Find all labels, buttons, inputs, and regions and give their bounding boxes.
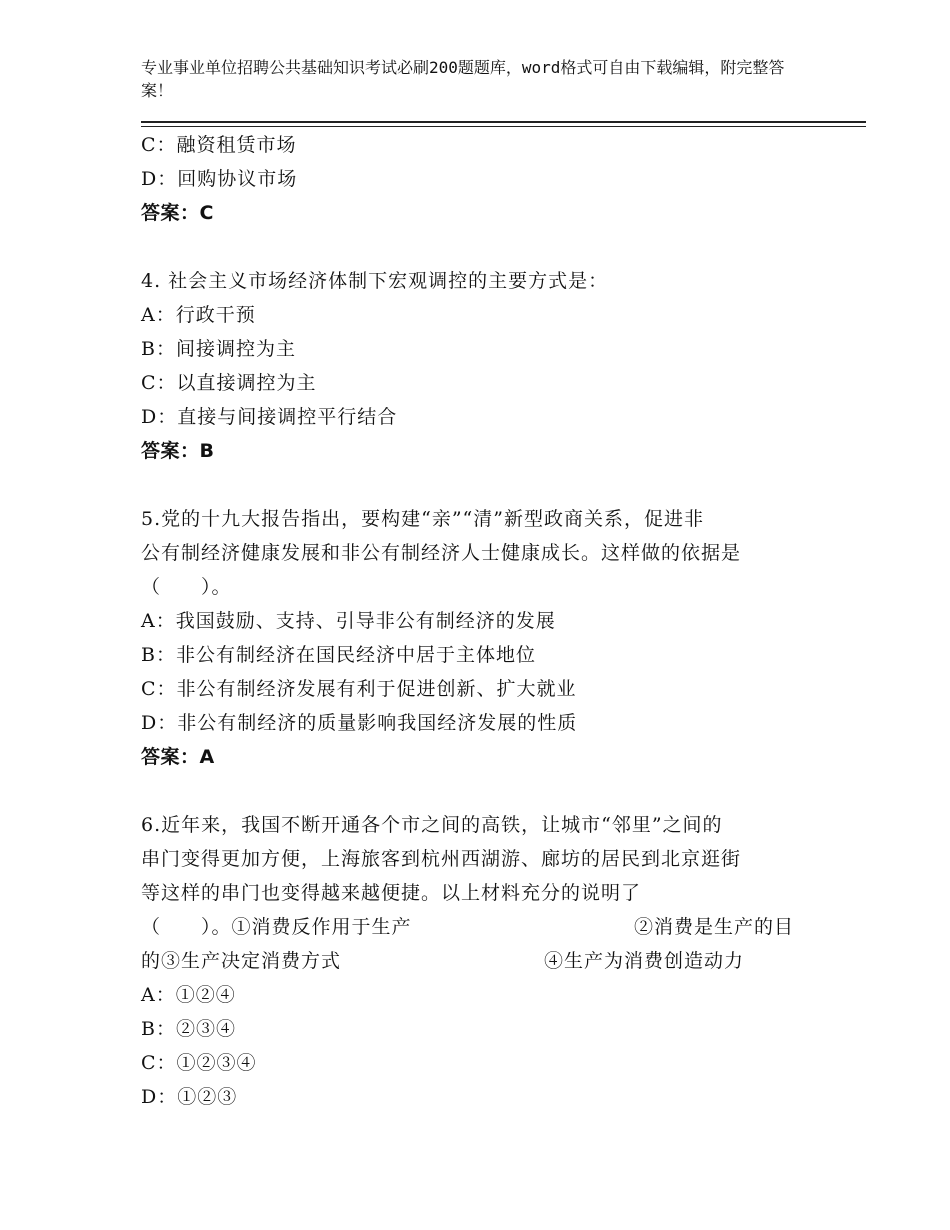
q5-stem-line: 5.党的十九大报告指出，要构建“亲”“清”新型政商关系，促进非	[141, 508, 704, 530]
q5-stem-line: （ ）。	[141, 576, 232, 598]
q5-option-d: D：非公有制经济的质量影响我国经济发展的性质	[141, 712, 578, 734]
q6-stem-line: 6.近年来，我国不断开通各个市之间的高铁，让城市“邻里”之间的	[141, 814, 723, 836]
q6-statements-row	[141, 944, 746, 978]
header-rule-thick	[141, 121, 866, 123]
q4-answer: 答案：B	[141, 440, 215, 462]
q4-stem: 4. 社会主义市场经济体制下宏观调控的主要方式是：	[141, 270, 609, 292]
q5-option-a: A：我国鼓励、支持、引导非公有制经济的发展	[141, 610, 556, 632]
document-header: 专业事业单位招聘公共基础知识考试必刷200题题库，word格式可自由下载编辑，附完整答案！	[141, 58, 785, 100]
spacer	[141, 230, 796, 264]
q4-option-a: A：行政干预	[141, 304, 256, 326]
q6-statement-right: ②消费是生产的目	[633, 916, 794, 938]
q5-option-b: B：非公有制经济在国民经济中居于主体地位	[141, 644, 536, 666]
q4-option-b: B：间接调控为主	[141, 338, 296, 360]
question-6	[141, 808, 796, 1114]
q6-option-a: A：①②④	[141, 984, 236, 1006]
q4-option-c: C：以直接调控为主	[141, 372, 317, 394]
q3-answer: 答案：C	[141, 202, 214, 224]
q5-answer: 答案：A	[141, 746, 215, 768]
spacer	[141, 774, 796, 808]
q4-option-d: D：直接与间接调控平行结合	[141, 406, 398, 428]
q6-stem-line: 等这样的串门也变得越来越便捷。以上材料充分的说明了	[141, 882, 642, 904]
q3-option-d: D：回购协议市场	[141, 168, 298, 190]
question-5	[141, 502, 796, 774]
q6-statement-right: ④生产为消费创造动力	[543, 950, 744, 972]
question-4	[141, 264, 796, 468]
spacer	[141, 468, 796, 502]
q6-option-d: D：①②③	[141, 1086, 238, 1108]
q6-statement-left: （ ）。①消费反作用于生产	[141, 916, 412, 938]
q6-option-b: B：②③④	[141, 1018, 236, 1040]
header-rule-thin	[141, 126, 866, 127]
q3-option-c: C：融资租赁市场	[141, 134, 297, 156]
q6-option-c: C：①②③④	[141, 1052, 257, 1074]
q6-statement-left: 的③生产决定消费方式	[141, 950, 342, 972]
q6-statements-row	[141, 910, 796, 944]
q5-option-c: C：非公有制经济发展有利于促进创新、扩大就业	[141, 678, 577, 700]
q6-stem-line: 串门变得更加方便，上海旅客到杭州西湖游、廊坊的居民到北京逛街	[141, 848, 742, 870]
q5-stem-line: 公有制经济健康发展和非公有制经济人士健康成长。这样做的依据是	[141, 542, 742, 564]
document-body	[141, 128, 796, 1114]
question-3	[141, 128, 796, 230]
